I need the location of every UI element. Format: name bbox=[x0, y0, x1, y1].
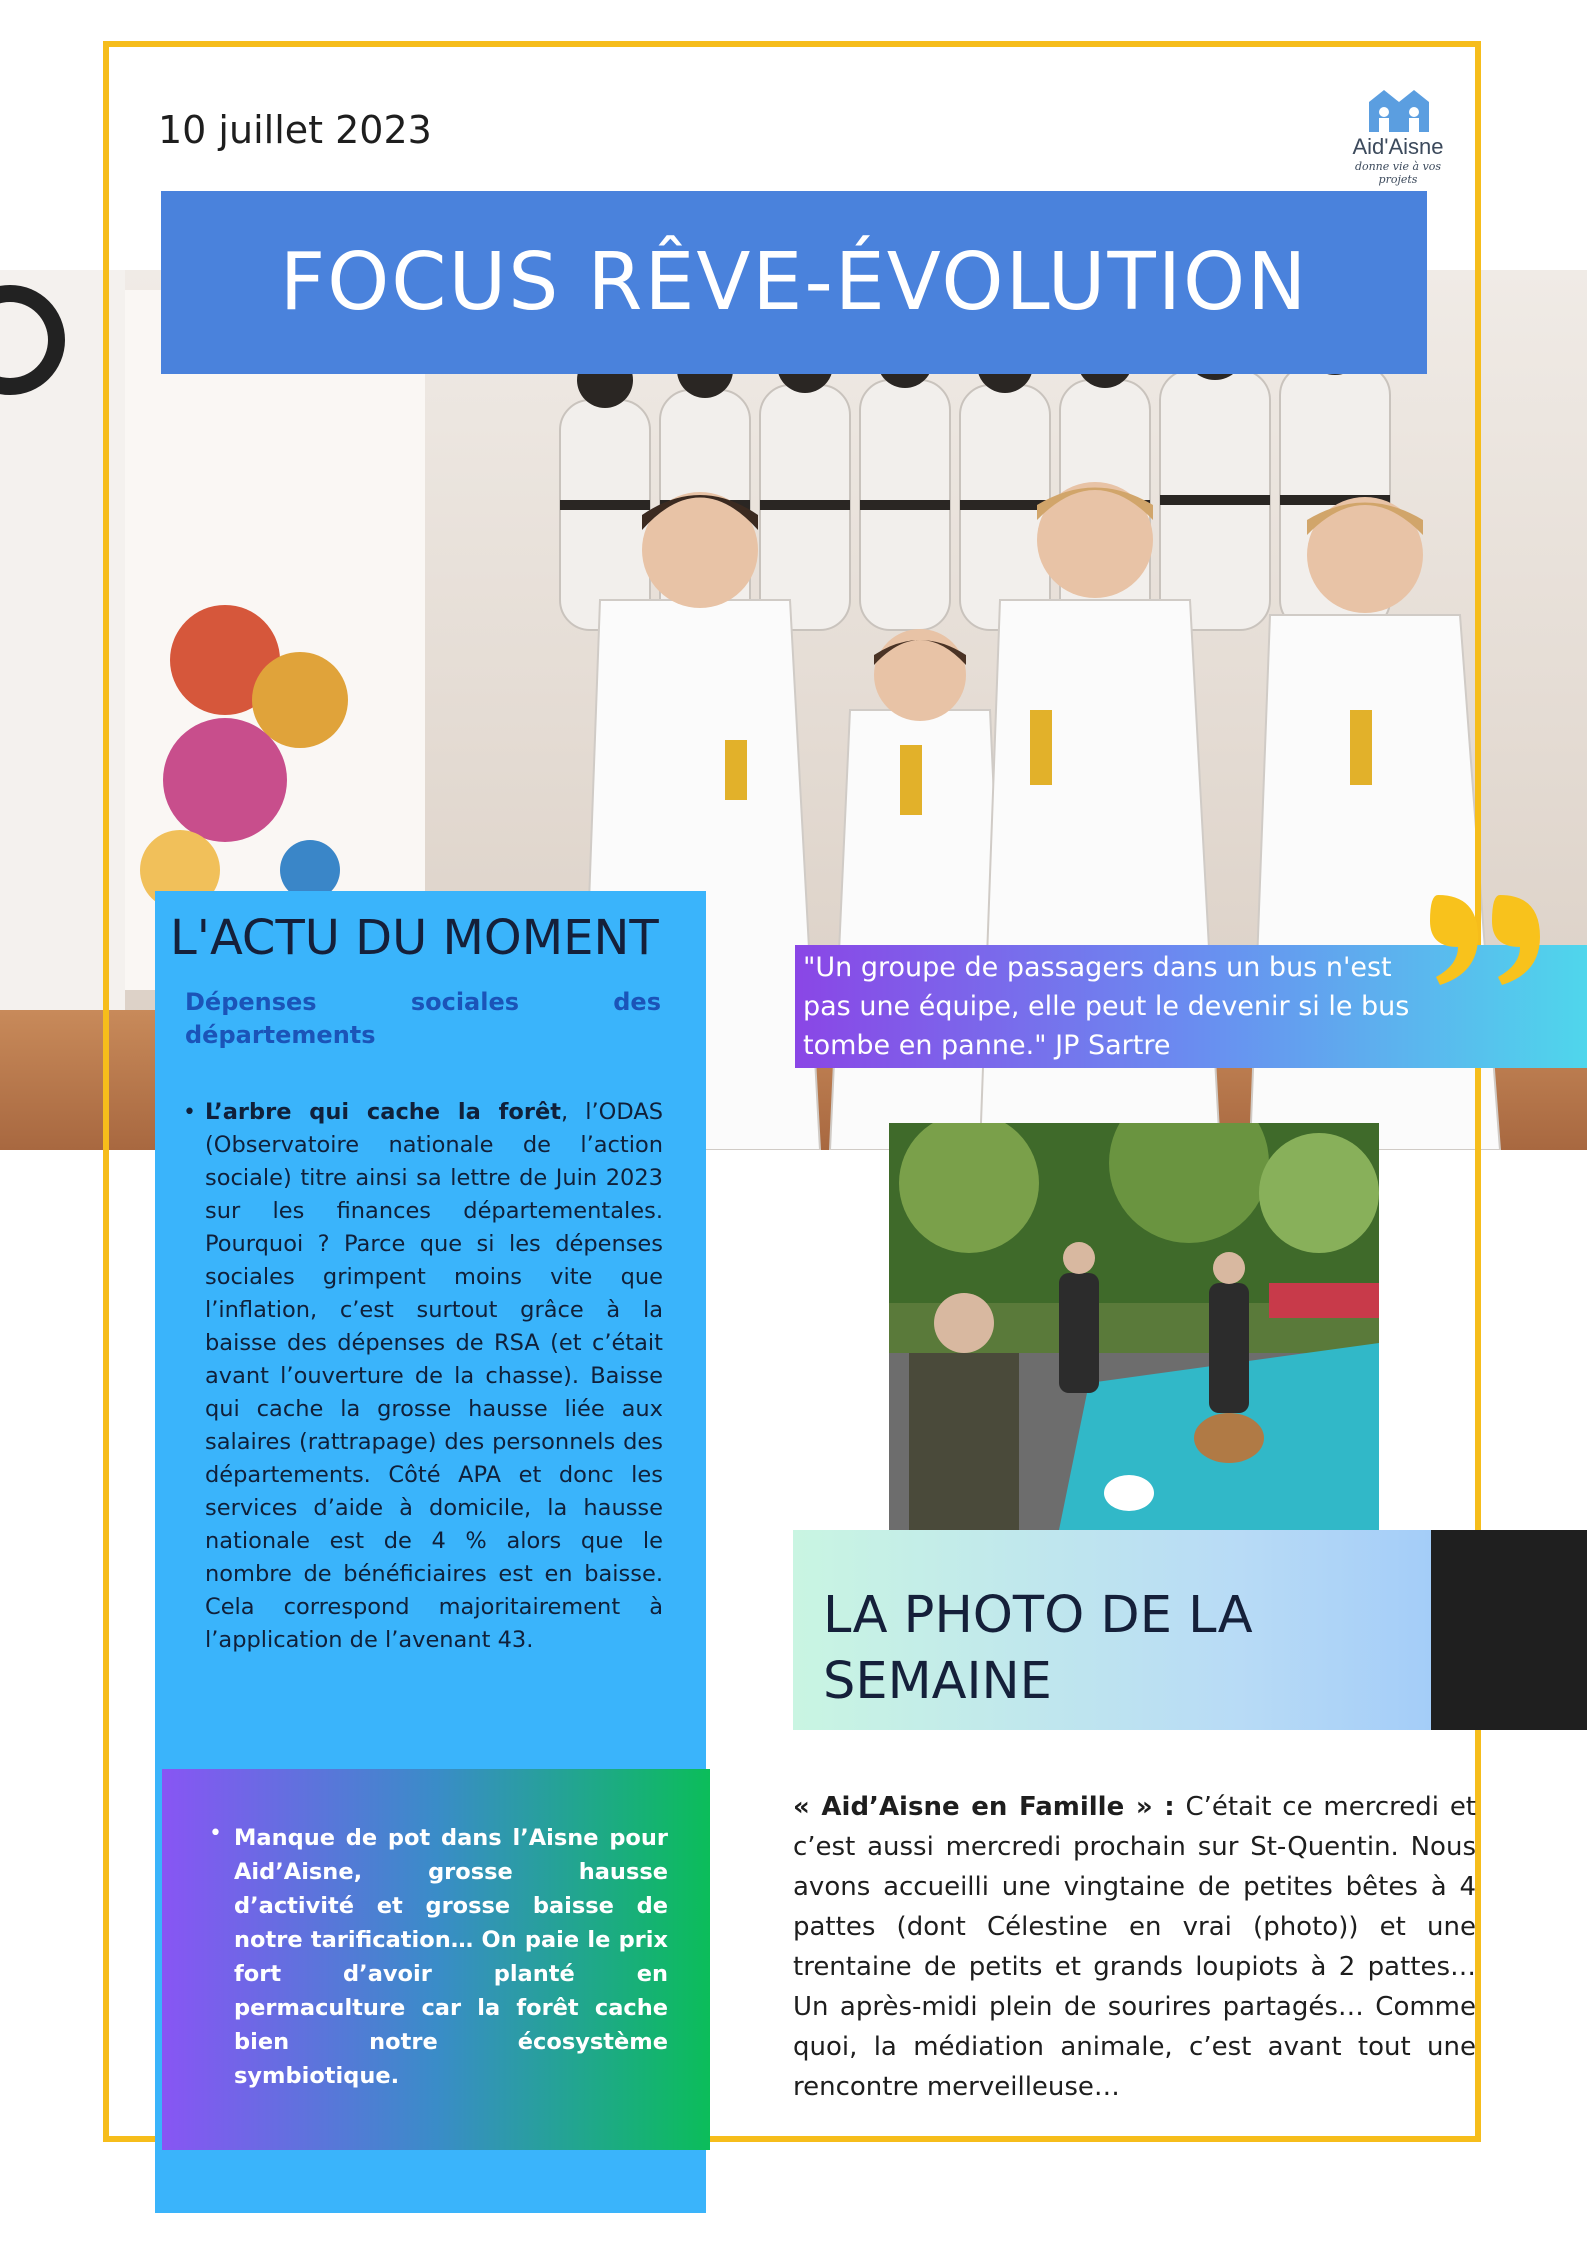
quote-text: "Un groupe de passagers dans un bus n'est pas une équipe, elle peut le devenir si le bus tombe en panne." JP Sartre bbox=[803, 952, 1410, 1061]
logo-name: Aid'Aisne bbox=[1352, 134, 1444, 159]
bullet-icon: • bbox=[183, 1100, 196, 1125]
note-text: Manque de pot dans l’Aisne pour Aid’Aisne, grosse hausse d’activité et grosse baisse de notre tarification… On paie le prix fort d’avoir planté en permaculture car la forêt cache bien notre écosystème symbiotique. bbox=[234, 1825, 668, 2089]
actu-bullet-text: , l’ODAS (Observatoire nationale de l’action sociale) titre ainsi sa lettre de Juin 2023 sur les finances départementales. Pourquoi ? Parce que si les dépenses sociales grimpent moins vite que l’inflation, c’est surtout grâce à la baisse des dépenses de RSA (et c’était avant l’ouverture de la chasse). Baisse qui cache la grosse hausse liée aux salaires (rattrapage) des personnels des départements. Côté APA et donc les services d’aide à domicile, la hausse nationale est de 4 % alors que le nombre de bénéficiaires est en baisse. Cela correspond majoritairement à l’application de l’avenant 43. bbox=[205, 1099, 663, 1653]
week-accent-block bbox=[1431, 1530, 1587, 1730]
actu-subtitle-line2: départements bbox=[185, 1021, 376, 1049]
aidaisne-logo bbox=[1336, 82, 1460, 186]
actu-heading: L'ACTU DU MOMENT bbox=[170, 910, 659, 966]
bullet-icon: • bbox=[209, 1821, 222, 1846]
week-photo bbox=[889, 1123, 1379, 1530]
actu-bullet bbox=[183, 1096, 663, 1657]
week-heading: LA PHOTO DE LA SEMAINE bbox=[823, 1586, 1253, 1711]
week-caption bbox=[793, 1787, 1476, 2107]
title-banner bbox=[161, 191, 1427, 374]
page-title: FOCUS RÊVE-ÉVOLUTION bbox=[279, 236, 1309, 328]
logo-tagline: donne vie à vos projets bbox=[1354, 160, 1442, 186]
actu-subtitle-line1: Dépenses sociales des bbox=[185, 988, 661, 1016]
week-caption-bold: « Aid’Aisne en Famille » : bbox=[793, 1792, 1175, 1822]
week-caption-text: C’était ce mercredi et c’est aussi mercredi prochain sur St-Quentin. Nous avons accueilli une vingtaine de petites bêtes à 4 pattes (dont Célestine en vrai (photo)) et une trentaine de petits et grands loupiots à 2 pattes… Un après-midi plein de sourires partagés… Comme quoi, la médiation animale, c’est avant tout une rencontre merveilleuse… bbox=[793, 1792, 1477, 2102]
quote-mark-icon bbox=[1430, 895, 1548, 985]
issue-date: 10 juillet 2023 bbox=[158, 108, 432, 152]
actu-bullet-bold: L’arbre qui cache la forêt bbox=[205, 1099, 561, 1125]
houses-family-icon bbox=[1366, 82, 1432, 134]
